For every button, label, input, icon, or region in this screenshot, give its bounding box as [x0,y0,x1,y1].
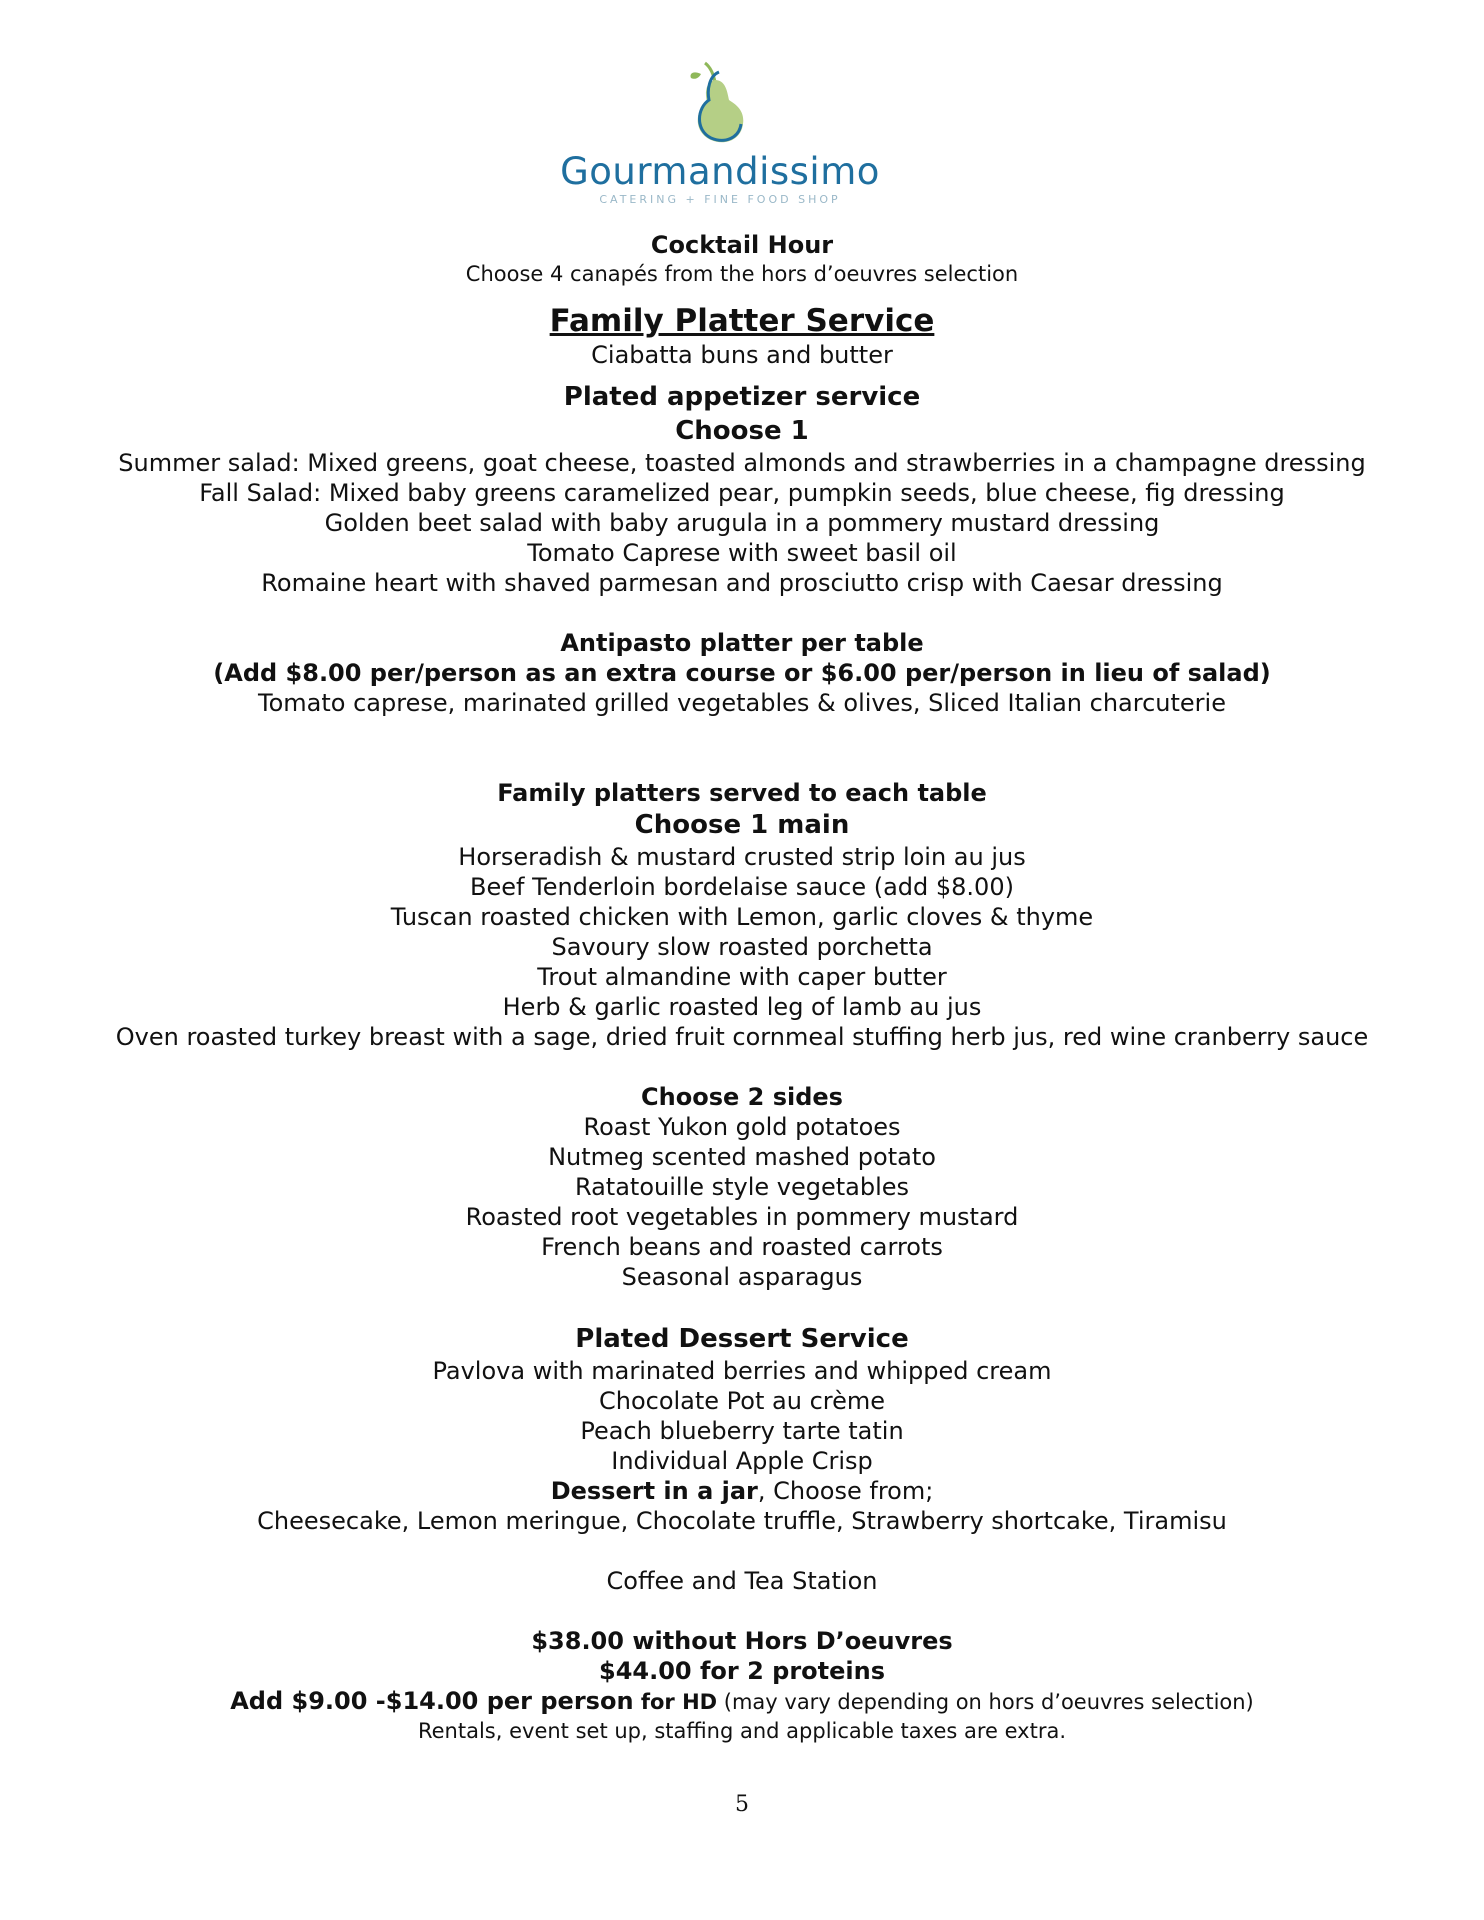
dessert-item: Individual Apple Crisp [611,1447,873,1475]
brand-logo [560,60,880,225]
appetizer-item: Tomato Caprese with sweet basil oil [527,539,957,567]
appetizer-heading: Plated appetizer service [563,382,921,412]
side-item: Roast Yukon gold potatoes [583,1113,901,1141]
price-hd-for: for HD [633,1690,718,1714]
price-hd-bold: Add $9.00 -$14.00 per person [230,1687,634,1715]
main-item: Oven roasted turkey breast with a sage, dried fruit cornmeal stuffing herb jus, red wine cranberry sauce [115,1023,1369,1051]
side-item: Seasonal asparagus [621,1263,863,1291]
sides-heading: Choose 2 sides [641,1083,843,1111]
main-item: Herb & garlic roasted leg of lamb au jus [502,993,982,1021]
page-number: 5 [735,1792,749,1817]
station-line: Coffee and Tea Station [606,1567,878,1595]
appetizer-item: Fall Salad: Mixed baby greens caramelized pear, pumpkin seeds, blue cheese, fig dressing [199,479,1285,507]
main-item: Savoury slow roasted porchetta [551,933,933,961]
service-title: Family Platter Service [549,303,935,339]
price-two-proteins: $44.00 for 2 proteins [599,1657,885,1685]
menu-content [0,230,1484,1745]
cocktail-note: Choose 4 canapés from the hors d’oeuvres selection [465,262,1019,286]
appetizer-item: Summer salad: Mixed greens, goat cheese, toasted almonds and strawberries in a champagne dressing [118,449,1366,477]
dessert-item: Chocolate Pot au crème [598,1387,886,1415]
brand-tagline: CATERING + FINE FOOD SHOP [599,193,841,206]
cocktail-heading: Cocktail Hour [650,231,834,259]
appetizer-choose: Choose 1 [675,416,809,446]
mains-choose: Choose 1 main [634,810,850,840]
side-item: Roasted root vegetables in pommery mustard [465,1203,1019,1231]
dessert-jar-label: Dessert in a jar [550,1477,758,1505]
main-item: Tuscan roasted chicken with Lemon, garlic cloves & thyme [390,903,1094,931]
side-item: Nutmeg scented mashed potato [548,1143,936,1171]
side-item: Ratatouille style vegetables [574,1173,910,1201]
appetizer-item: Golden beet salad with baby arugula in a pommery mustard dressing [324,509,1160,537]
brand-name: Gourmandissimo [560,150,880,193]
dessert-item: Pavlova with marinated berries and whipped cream [432,1357,1052,1385]
antipasto-items: Tomato caprese, marinated grilled vegetables & olives, Sliced Italian charcuterie [258,689,1226,717]
dessert-heading: Plated Dessert Service [575,1324,909,1354]
price-extras: Rentals, event set up, staffing and applicable taxes are extra. [417,1719,1067,1743]
bread-line: Ciabatta buns and butter [591,341,893,369]
dessert-item: Peach blueberry tarte tatin [580,1417,904,1445]
antipasto-pricing: (Add $8.00 per/person as an extra course or $6.00 per/person in lieu of salad) [213,659,1271,687]
price-hd-line [0,1686,1484,1717]
antipasto-heading: Antipasto platter per table [560,629,924,657]
dessert-jar-options: Cheesecake, Lemon meringue, Chocolate truffle, Strawberry shortcake, Tiramisu [257,1507,1227,1535]
mains-heading: Family platters served to each table [497,779,987,807]
pear-icon [685,60,755,148]
price-hd-note: (may vary depending on hors d’oeuvres selection) [717,1690,1254,1714]
dessert-jar-suffix: , Choose from; [757,1477,934,1505]
main-item: Beef Tenderloin bordelaise sauce (add $8.00) [470,873,1014,901]
appetizer-item: Romaine heart with shaved parmesan and prosciutto crisp with Caesar dressing [261,569,1223,597]
price-base: $38.00 without Hors D’oeuvres [531,1627,953,1655]
main-item: Horseradish & mustard crusted strip loin au jus [458,843,1026,871]
main-item: Trout almandine with caper butter [537,963,947,991]
side-item: French beans and roasted carrots [541,1233,943,1261]
dessert-jar-line [0,1476,1484,1506]
